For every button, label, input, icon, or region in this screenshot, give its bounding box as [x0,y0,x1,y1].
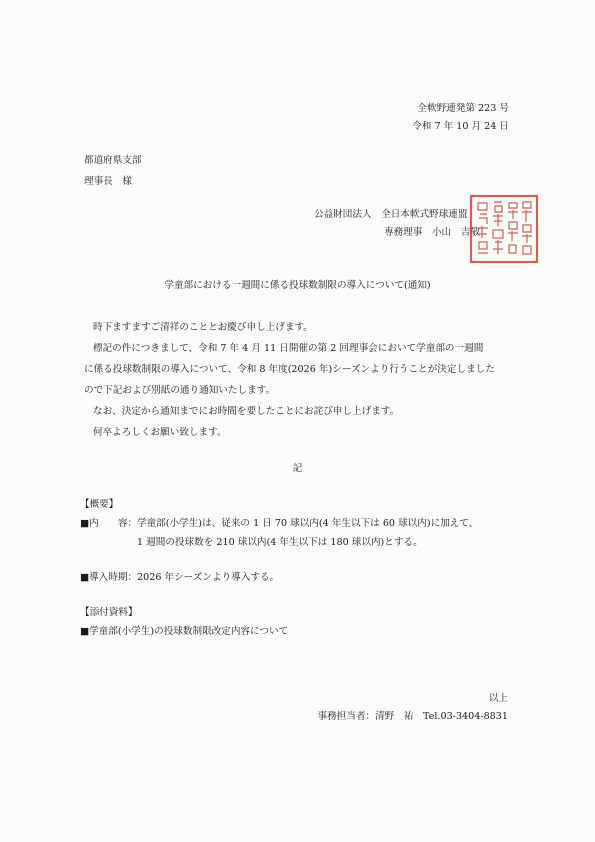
seal-stamp-graphic [471,196,537,262]
ki-marker: 記 [292,463,303,474]
body-line-2: に係る投球数制限の導入について、令和 8 年度(2026 年)シーズンより行うことが決定しました [84,364,495,375]
official-seal-stamp [468,193,540,265]
closing-paragraph: 何卒よろしくお願い致します。 [93,427,227,438]
body-line-3: ので下記および別紙の通り通知いたします。 [84,385,276,396]
attachment-item: ■学童部(小学生)の投球数制限改定内容について [80,626,289,637]
sender-person: 専務理事 小山 吉敬 [384,227,480,238]
closing-ijou: 以上 [488,693,508,704]
greeting-paragraph: 時下ますますご清祥のこととお慶び申し上げます。 [93,322,313,333]
introduction-period: ■導入時期：2026 年シーズンより導入する。 [80,572,280,583]
content-line-2: 1 週間の投球数を 210 球以内(4 年生以下は 180 球以内)とする。 [137,537,423,548]
attachments-heading: 【添付資料】 [80,607,138,618]
body-line-1: 標記の件につきまして、令和 7 年 4 月 11 日開催の第 2 回理事会において学童部の一週間 [93,343,484,354]
document-title: 学童部における一週間に係る投球数制限の導入について(通知) [164,280,431,291]
contact-person: 事務担当者：清野 祐 Tel.03-3404-8831 [317,711,508,722]
issue-date: 令和 7 年 10 月 24 日 [412,121,509,132]
summary-heading: 【概要】 [80,499,119,510]
content-label: ■内 容： [80,518,138,529]
document-number: 全軟野連発第 223 号 [417,103,509,114]
recipient-title: 理事長 様 [84,176,132,187]
sender-organization: 公益財団法人 全日本軟式野球連盟 [314,209,468,220]
apology-paragraph: なお、決定から通知までにお時間を要したことにお詫び申し上げます。 [93,406,400,417]
recipient-branch: 都道府県支部 [84,155,142,166]
content-line-1: 学童部(小学生)は、従来の 1 日 70 球以内(4 年生以下は 60 球以内)に加えて、 [137,518,479,529]
